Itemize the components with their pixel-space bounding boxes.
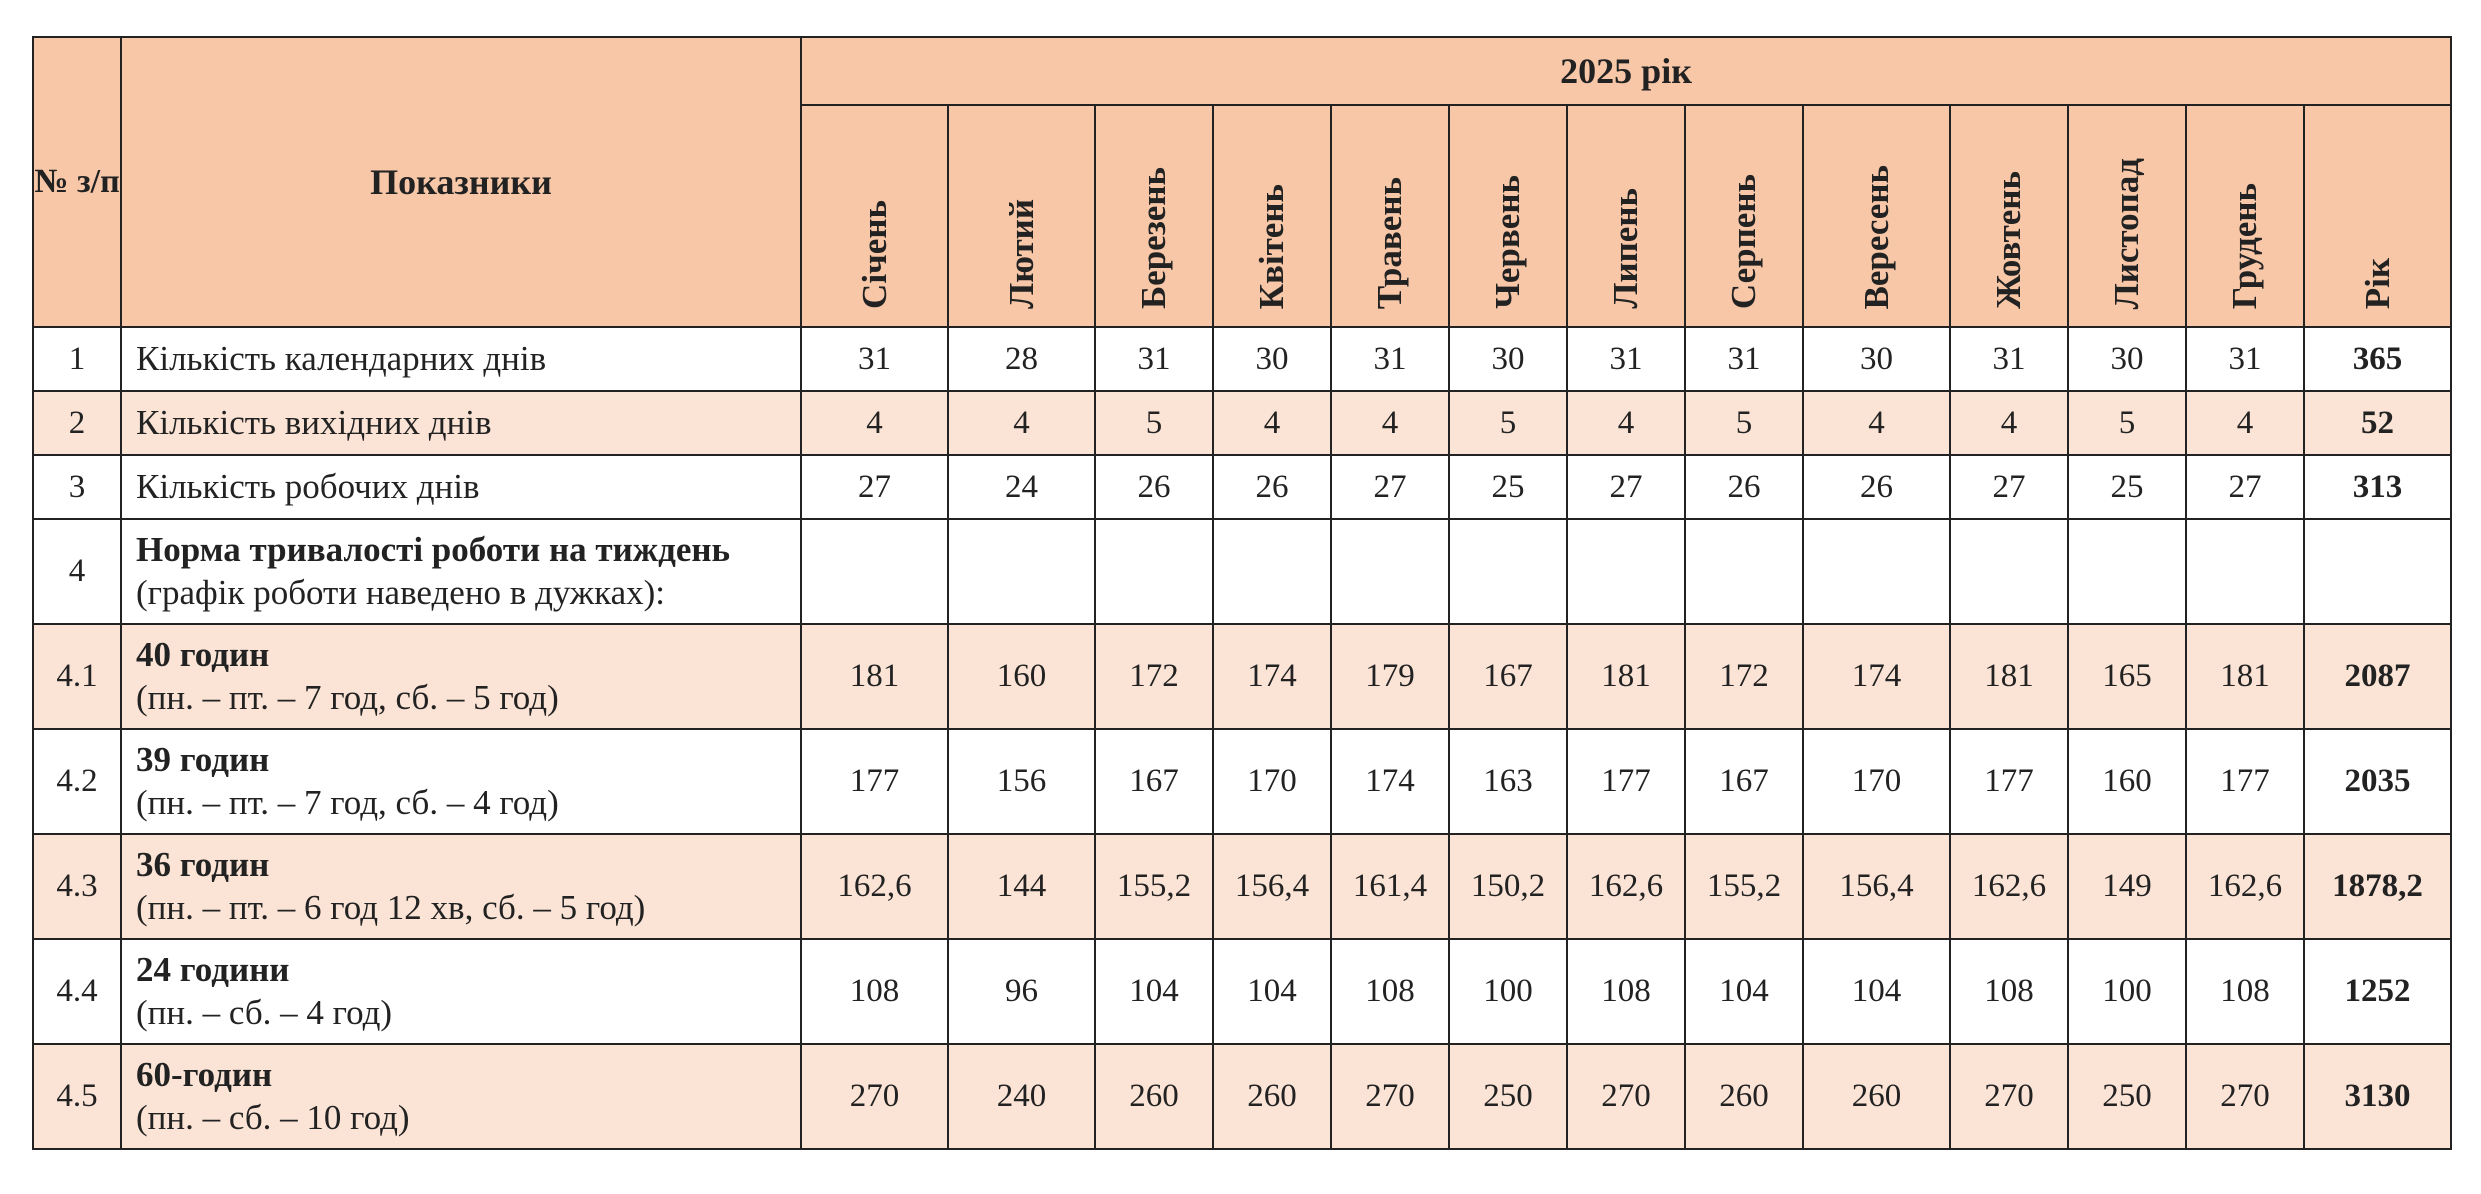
month-value: 26 [1095,455,1213,519]
month-value: 170 [1213,729,1331,834]
header-month [1567,105,1685,327]
month-value: 4 [801,391,948,455]
month-value: 177 [801,729,948,834]
header-month [1449,105,1567,327]
header-month [1095,105,1213,327]
month-value: 144 [948,834,1095,939]
month-value [2186,519,2304,624]
month-value [1685,519,1803,624]
month-value: 27 [1567,455,1685,519]
month-value: 27 [801,455,948,519]
header-year-label: 2025 рік [1560,51,1692,91]
month-value: 167 [1095,729,1213,834]
header-month-label: Травень [1370,176,1409,309]
header-month-label: Серпень [1724,173,1763,309]
row-indicator-title: Кількість робочих днів [136,466,480,506]
month-value: 181 [1950,624,2068,729]
row-number: 3 [33,455,121,519]
table-row [33,519,2451,624]
month-value: 165 [2068,624,2186,729]
row-indicator-title: 36 годин [136,844,270,884]
year-total: 2035 [2304,729,2451,834]
header-month-label: Грудень [2225,182,2264,309]
month-value: 27 [1950,455,2068,519]
row-indicator [121,327,801,391]
month-value: 31 [2186,327,2304,391]
month-value: 4 [1567,391,1685,455]
row-indicator [121,391,801,455]
month-value: 4 [1213,391,1331,455]
month-value: 270 [801,1044,948,1149]
header-month [1331,105,1449,327]
row-indicator-title: 40 годин [136,634,270,674]
year-total: 52 [2304,391,2451,455]
month-value: 4 [1803,391,1950,455]
row-number: 4.1 [33,624,121,729]
month-value: 31 [1331,327,1449,391]
year-total: 1878,2 [2304,834,2451,939]
header-total-label: Рік [2357,257,2397,309]
month-value: 260 [1803,1044,1950,1149]
header-month-label: Лютий [1001,199,1041,309]
month-value: 161,4 [1331,834,1449,939]
row-indicator [121,834,801,939]
month-value: 170 [1803,729,1950,834]
month-value: 177 [1950,729,2068,834]
month-value: 30 [1213,327,1331,391]
month-value [1449,519,1567,624]
header-month-label: Березень [1134,167,1173,309]
row-indicator-title: Норма тривалості роботи на тиждень [136,529,731,569]
year-total [2304,519,2451,624]
month-value: 4 [948,391,1095,455]
month-value: 162,6 [801,834,948,939]
month-value: 160 [2068,729,2186,834]
month-value: 167 [1685,729,1803,834]
month-value: 270 [1567,1044,1685,1149]
month-value: 28 [948,327,1095,391]
month-value: 27 [2186,455,2304,519]
header-number-label: № з/п [34,162,120,200]
table-row [33,624,2451,729]
header-month-label: Вересень [1856,164,1896,309]
row-indicator-title: Кількість календарних днів [136,338,547,378]
month-value: 177 [2186,729,2304,834]
month-value: 26 [1685,455,1803,519]
month-value: 4 [1331,391,1449,455]
row-number: 4.2 [33,729,121,834]
month-value [801,519,948,624]
month-value: 163 [1449,729,1567,834]
header-indicators-label: Показники [370,162,552,202]
row-indicator-subtitle: (пн. – сб. – 10 год) [136,1097,410,1137]
header-month [2186,105,2304,327]
month-value: 31 [1095,327,1213,391]
header-month [2068,105,2186,327]
row-indicator [121,939,801,1044]
month-value: 270 [1331,1044,1449,1149]
month-value [1095,519,1213,624]
month-value: 260 [1685,1044,1803,1149]
year-total: 1252 [2304,939,2451,1044]
month-value: 108 [2186,939,2304,1044]
month-value: 162,6 [1567,834,1685,939]
header-month-label: Листопад [2107,157,2146,309]
header-month [948,105,1095,327]
month-value: 156,4 [1803,834,1950,939]
month-value: 31 [801,327,948,391]
month-value: 4 [2186,391,2304,455]
header-month [1685,105,1803,327]
header-month-label: Липень [1606,188,1645,309]
month-value: 104 [1213,939,1331,1044]
month-value: 108 [1331,939,1449,1044]
row-number: 4.3 [33,834,121,939]
row-indicator [121,455,801,519]
month-value [948,519,1095,624]
month-value: 260 [1213,1044,1331,1149]
header-month-label: Червень [1488,175,1527,309]
header-month-label: Квітень [1252,183,1291,309]
month-value: 4 [1950,391,2068,455]
row-number: 2 [33,391,121,455]
month-value: 162,6 [2186,834,2304,939]
month-value: 30 [1449,327,1567,391]
month-value: 5 [1095,391,1213,455]
header-month-label: Січень [854,200,894,309]
year-total: 365 [2304,327,2451,391]
row-indicator-subtitle: (пн. – сб. – 4 год) [136,992,393,1032]
month-value: 30 [1803,327,1950,391]
month-value: 162,6 [1950,834,2068,939]
year-total: 313 [2304,455,2451,519]
row-number: 1 [33,327,121,391]
row-indicator-subtitle: (пн. – пт. – 7 год, сб. – 5 год) [136,677,559,717]
header-year [801,37,2451,105]
month-value [2068,519,2186,624]
month-value: 25 [1449,455,1567,519]
month-value: 156,4 [1213,834,1331,939]
row-indicator [121,624,801,729]
month-value: 108 [1567,939,1685,1044]
table-row [33,391,2451,455]
month-value: 260 [1095,1044,1213,1149]
row-number: 4.4 [33,939,121,1044]
month-value: 104 [1685,939,1803,1044]
table-row [33,327,2451,391]
year-total: 2087 [2304,624,2451,729]
month-value: 25 [2068,455,2186,519]
month-value: 270 [2186,1044,2304,1149]
table-body [33,327,2451,1149]
row-indicator-title: 60-годин [136,1054,273,1094]
month-value: 5 [1449,391,1567,455]
month-value: 250 [2068,1044,2186,1149]
month-value: 26 [1213,455,1331,519]
row-indicator-subtitle: (графік роботи наведено в дужках): [136,572,665,612]
month-value: 270 [1950,1044,2068,1149]
month-value: 104 [1095,939,1213,1044]
month-value: 104 [1803,939,1950,1044]
year-total: 3130 [2304,1044,2451,1149]
month-value: 30 [2068,327,2186,391]
month-value: 155,2 [1095,834,1213,939]
month-value: 181 [2186,624,2304,729]
month-value: 250 [1449,1044,1567,1149]
row-indicator [121,729,801,834]
month-value: 177 [1567,729,1685,834]
month-value: 181 [1567,624,1685,729]
month-value: 96 [948,939,1095,1044]
header-indicators [121,37,801,327]
month-value: 108 [1950,939,2068,1044]
month-value: 149 [2068,834,2186,939]
month-value: 160 [948,624,1095,729]
month-value: 5 [1685,391,1803,455]
month-value: 5 [2068,391,2186,455]
table-row [33,939,2451,1044]
header-total [2304,105,2451,327]
month-value: 31 [1685,327,1803,391]
month-value [1803,519,1950,624]
month-value [1331,519,1449,624]
month-value: 174 [1213,624,1331,729]
month-value: 31 [1567,327,1685,391]
row-indicator-subtitle: (пн. – пт. – 6 год 12 хв, сб. – 5 год) [136,887,646,927]
month-value [1567,519,1685,624]
month-value: 172 [1095,624,1213,729]
month-value: 174 [1803,624,1950,729]
work-hours-table [32,36,2452,1150]
header-month [801,105,948,327]
header-month [1950,105,2068,327]
month-value: 179 [1331,624,1449,729]
month-value: 240 [948,1044,1095,1149]
row-indicator [121,1044,801,1149]
month-value: 27 [1331,455,1449,519]
table-row [33,1044,2451,1149]
row-indicator-title: 24 години [136,949,290,989]
row-number: 4 [33,519,121,624]
row-indicator [121,519,801,624]
month-value: 156 [948,729,1095,834]
month-value: 155,2 [1685,834,1803,939]
header-month [1213,105,1331,327]
header-month [1803,105,1950,327]
month-value: 100 [2068,939,2186,1044]
month-value [1213,519,1331,624]
row-indicator-title: 39 годин [136,739,270,779]
header-month-label: Жовтень [1989,170,2028,309]
month-value: 24 [948,455,1095,519]
month-value: 26 [1803,455,1950,519]
row-number: 4.5 [33,1044,121,1149]
row-indicator-title: Кількість вихідних днів [136,402,492,442]
month-value: 167 [1449,624,1567,729]
month-value: 150,2 [1449,834,1567,939]
month-value [1950,519,2068,624]
month-value: 100 [1449,939,1567,1044]
month-value: 172 [1685,624,1803,729]
month-value: 174 [1331,729,1449,834]
row-indicator-subtitle: (пн. – пт. – 7 год, сб. – 4 год) [136,782,559,822]
month-value: 108 [801,939,948,1044]
table-row [33,834,2451,939]
month-value: 31 [1950,327,2068,391]
table-row [33,455,2451,519]
month-value: 181 [801,624,948,729]
header-number [33,37,121,327]
table-row [33,729,2451,834]
